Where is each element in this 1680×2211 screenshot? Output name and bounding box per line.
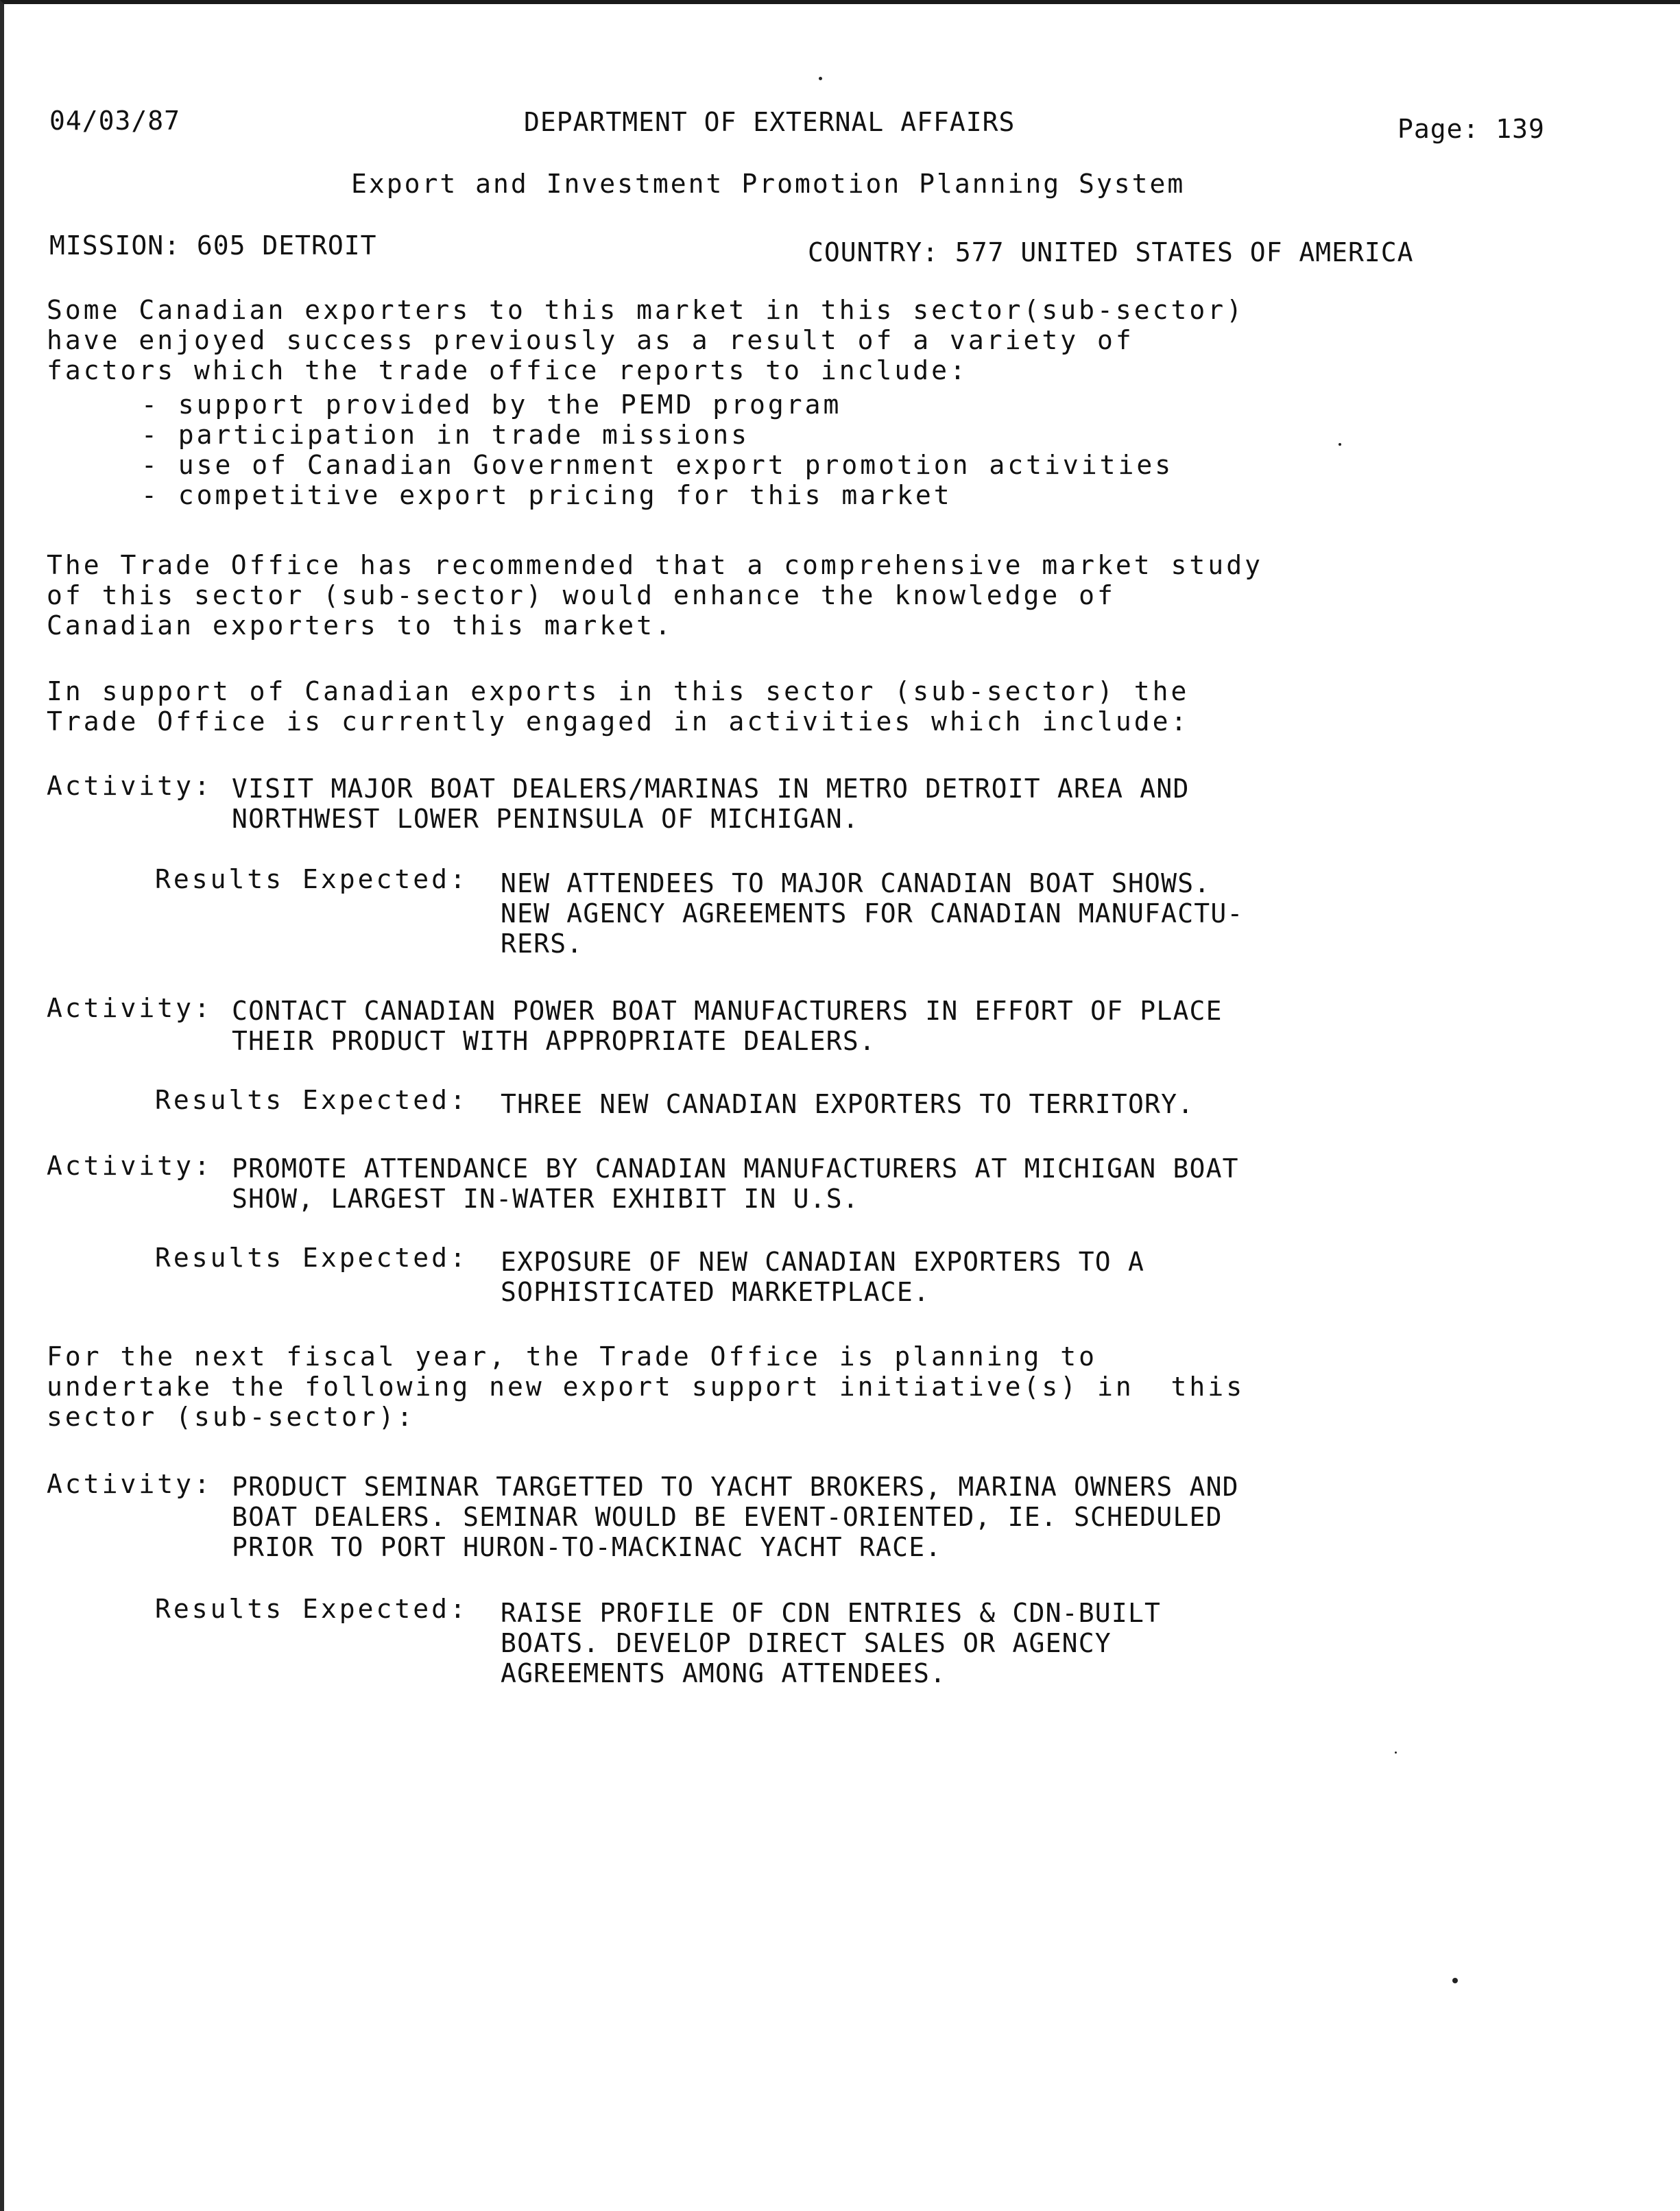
activity-label: Activity:: [47, 1151, 213, 1181]
next-year-line: sector (sub-sector):: [47, 1402, 416, 1432]
results-text: [501, 1089, 1598, 1119]
results-line: EXPOSURE OF NEW CANADIAN EXPORTERS TO A: [501, 1247, 1145, 1277]
results-text: [501, 868, 1598, 959]
activity-line: THEIR PRODUCT WITH APPROPRIATE DEALERS.: [232, 1026, 876, 1056]
list-item: - participation in trade missions: [141, 420, 749, 450]
activity-label: Activity:: [47, 993, 213, 1023]
intro-line: have enjoyed success previously as a result of a variety of: [47, 325, 1134, 355]
list-item: - competitive export pricing for this market: [141, 480, 952, 510]
results-line: RERS.: [501, 929, 584, 959]
results-label: Results Expected:: [155, 1085, 468, 1115]
next-year-paragraph: [47, 1341, 1589, 1432]
intro-line: Some Canadian exporters to this market in this sector(sub-sector): [47, 295, 1245, 325]
system-title: Export and Investment Promotion Planning System: [351, 169, 1186, 199]
report-date: 04/03/87: [49, 106, 181, 136]
next-year-line: For the next fiscal year, the Trade Office is planning to: [47, 1341, 1098, 1372]
country-label: COUNTRY: 577 UNITED STATES OF AMERICA: [808, 237, 1414, 267]
recommendation-paragraph: [47, 550, 1589, 641]
results-text: [501, 1247, 1598, 1307]
intro-bullet-list: [141, 390, 1173, 510]
activity-line: VISIT MAJOR BOAT DEALERS/MARINAS IN METRO DETROIT AREA AND: [232, 774, 1190, 804]
list-item: - support provided by the PEMD program: [141, 390, 842, 420]
results-label: Results Expected:: [155, 864, 468, 894]
results-label: Results Expected:: [155, 1594, 468, 1624]
mission-label: MISSION: 605 DETROIT: [49, 230, 377, 261]
activity-line: PRIOR TO PORT HURON-TO-MACKINAC YACHT RACE.: [232, 1532, 942, 1562]
intro-paragraph: [47, 295, 1589, 385]
scan-speck: [1395, 1752, 1397, 1754]
results-line: BOATS. DEVELOP DIRECT SALES OR AGENCY: [501, 1628, 1112, 1658]
support-line: Trade Office is currently engaged in activities which include:: [47, 706, 1190, 737]
page-number: Page: 139: [1397, 114, 1545, 144]
intro-line: factors which the trade office reports to include:: [47, 355, 968, 385]
department-title: DEPARTMENT OF EXTERNAL AFFAIRS: [524, 107, 1016, 137]
scan-speck: [819, 77, 822, 80]
scan-speck: [1339, 443, 1341, 446]
results-text: [501, 1598, 1598, 1688]
activity-line: PROMOTE ATTENDANCE BY CANADIAN MANUFACTURERS AT MICHIGAN BOAT: [232, 1154, 1239, 1184]
results-line: RAISE PROFILE OF CDN ENTRIES & CDN-BUILT: [501, 1598, 1162, 1628]
activity-label: Activity:: [47, 1469, 213, 1499]
activity-line: PRODUCT SEMINAR TARGETTED TO YACHT BROKERS, MARINA OWNERS AND: [232, 1472, 1239, 1502]
next-year-line: undertake the following new export support initiative(s) in this: [47, 1372, 1245, 1402]
support-line: In support of Canadian exports in this sector (sub-sector) the: [47, 676, 1190, 706]
activity-text: [232, 774, 1535, 834]
recommendation-line: of this sector (sub-sector) would enhance the knowledge of: [47, 580, 1116, 610]
results-line: THREE NEW CANADIAN EXPORTERS TO TERRITORY.: [501, 1089, 1195, 1119]
activity-text: [232, 1472, 1535, 1562]
results-line: SOPHISTICATED MARKETPLACE.: [501, 1277, 931, 1307]
support-paragraph: [47, 676, 1589, 737]
list-item: - use of Canadian Government export promotion activities: [141, 450, 1174, 480]
activity-line: NORTHWEST LOWER PENINSULA OF MICHIGAN.: [232, 804, 859, 834]
activity-text: [232, 1154, 1535, 1214]
results-line: NEW ATTENDEES TO MAJOR CANADIAN BOAT SHOWS.: [501, 868, 1211, 898]
activity-label: Activity:: [47, 771, 213, 801]
activity-line: BOAT DEALERS. SEMINAR WOULD BE EVENT-ORIENTED, IE. SCHEDULED: [232, 1502, 1223, 1532]
activity-line: CONTACT CANADIAN POWER BOAT MANUFACTURERS IN EFFORT OF PLACE: [232, 996, 1223, 1026]
recommendation-line: The Trade Office has recommended that a comprehensive market study: [47, 550, 1263, 580]
scan-speck: [1452, 1978, 1458, 1983]
activity-line: SHOW, LARGEST IN-WATER EXHIBIT IN U.S.: [232, 1184, 859, 1214]
results-line: AGREEMENTS AMONG ATTENDEES.: [501, 1658, 947, 1688]
activity-text: [232, 996, 1535, 1056]
recommendation-line: Canadian exporters to this market.: [47, 610, 673, 641]
results-label: Results Expected:: [155, 1243, 468, 1273]
results-line: NEW AGENCY AGREEMENTS FOR CANADIAN MANUFACTU-: [501, 898, 1244, 929]
